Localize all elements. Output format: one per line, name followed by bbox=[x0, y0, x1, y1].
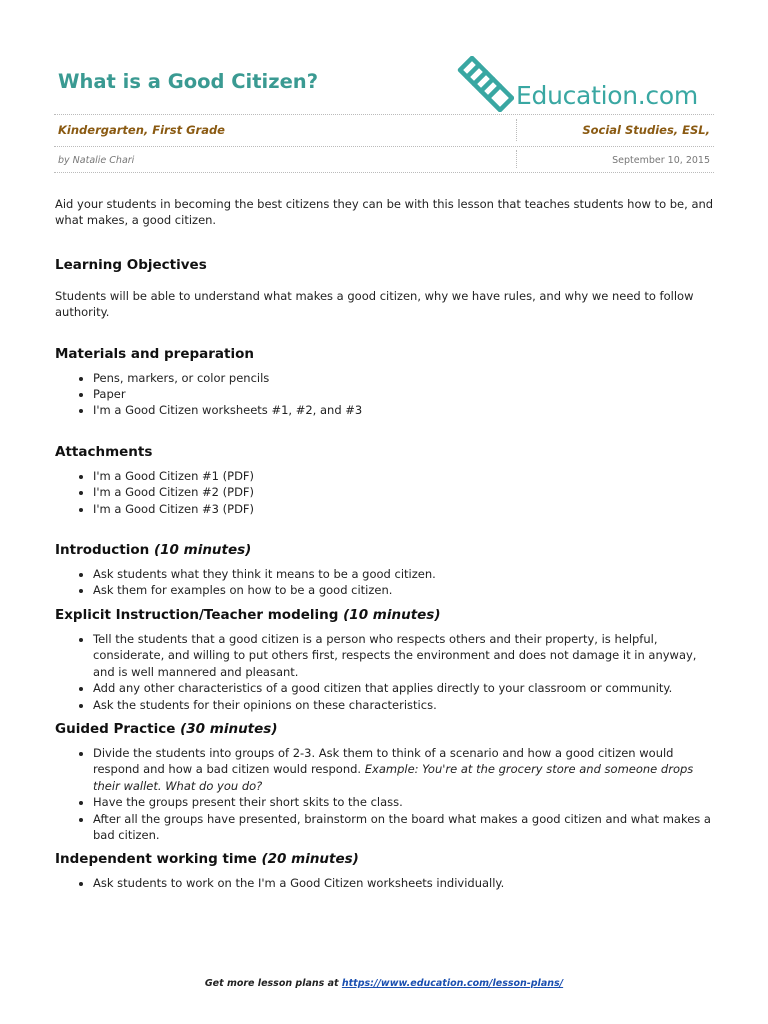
explicit-instruction-list bbox=[55, 631, 720, 713]
introduction-list bbox=[55, 566, 720, 599]
grade-level: Kindergarten, First Grade bbox=[58, 123, 225, 137]
list-item: • Ask students to work on the I'm a Good Citizen worksheets individually. bbox=[93, 875, 720, 891]
section-time: (10 minutes) bbox=[153, 542, 252, 559]
header-divider-top bbox=[54, 114, 714, 115]
list-item: • Paper bbox=[93, 386, 720, 402]
page-title: What is a Good Citizen? bbox=[58, 70, 319, 93]
attachments-list bbox=[55, 468, 720, 517]
list-item: • Ask them for examples on how to be a good citizen. bbox=[93, 582, 720, 598]
list-item: • Add any other characteristics of a good citizen that applies directly to your classroom or community. bbox=[93, 680, 720, 696]
logo-wordmark: Education.com bbox=[516, 81, 698, 110]
section-title: Guided Practice bbox=[55, 720, 176, 737]
meta-divider-vertical bbox=[516, 150, 517, 168]
section-title: Independent working time bbox=[55, 851, 257, 868]
pencil-stripe-logo-icon bbox=[456, 56, 514, 112]
list-item: • Ask students what they think it means to be a good citizen. bbox=[93, 566, 720, 582]
list-item: • Ask the students for their opinions on these characteristics. bbox=[93, 697, 720, 713]
guided-practice-list bbox=[55, 745, 720, 843]
materials-list bbox=[55, 370, 720, 419]
independent-working-list bbox=[55, 875, 720, 891]
lesson-content bbox=[55, 196, 720, 892]
attachments-heading: Attachments bbox=[55, 443, 153, 460]
attachment-link[interactable]: • I'm a Good Citizen #3 (PDF) bbox=[93, 501, 720, 517]
header-divider-middle bbox=[54, 146, 714, 147]
section-time: (10 minutes) bbox=[343, 606, 441, 623]
list-item: • I'm a Good Citizen worksheets #1, #2, and #3 bbox=[93, 402, 720, 418]
list-item: • Pens, markers, or color pencils bbox=[93, 370, 720, 386]
lesson-plans-link[interactable]: https://www.education.com/lesson-plans/ bbox=[341, 978, 564, 989]
list-item-text: Divide the students into groups of 2-3. Ask them to think of a scenario and how a good citizen would respond and how a bad citizen would respond. bbox=[93, 745, 674, 777]
section-title: Introduction bbox=[55, 542, 150, 559]
objectives-text: Students will be able to understand what makes a good citizen, why we have rules, and why we need to follow authority. bbox=[55, 288, 694, 320]
objectives-heading: Learning Objectives bbox=[55, 256, 207, 273]
list-item: • Tell the students that a good citizen is a person who respects others and their property, is helpful, considerate, and willing to put others first, respects the environment and does not damage it in anyway, and is well mannered and pleasant. bbox=[93, 631, 720, 680]
publish-date: September 10, 2015 bbox=[612, 155, 710, 166]
attachment-link[interactable]: • I'm a Good Citizen #2 (PDF) bbox=[93, 484, 720, 500]
materials-heading: Materials and preparation bbox=[55, 345, 254, 362]
explicit-instruction-heading bbox=[55, 606, 720, 624]
independent-working-heading bbox=[55, 850, 720, 868]
list-item: • Have the groups present their short skits to the class. bbox=[93, 794, 720, 810]
guided-practice-heading bbox=[55, 720, 720, 738]
section-time: (30 minutes) bbox=[180, 720, 278, 737]
author: by Natalie Chari bbox=[58, 155, 135, 166]
section-title: Explicit Instruction/Teacher modeling bbox=[55, 606, 339, 623]
header-divider-vertical bbox=[516, 119, 517, 141]
footer bbox=[0, 978, 768, 989]
introduction-heading bbox=[55, 541, 720, 559]
header-divider-bottom bbox=[54, 172, 714, 173]
list-item: • After all the groups have presented, brainstorm on the board what makes a good citizen and what makes a bad citizen. bbox=[93, 811, 720, 844]
list-item-example: Example: You're at the grocery store and someone drops their wallet. What do you do? bbox=[93, 762, 694, 793]
footer-text: Get more lesson plans at bbox=[204, 978, 342, 989]
section-time: (20 minutes) bbox=[261, 851, 359, 868]
subject-area: Social Studies, ESL, bbox=[582, 123, 710, 137]
intro-paragraph: Aid your students in becoming the best citizens they can be with this lesson that teaches students how to be, and what makes, a good citizen. bbox=[55, 197, 714, 228]
attachment-link[interactable]: • I'm a Good Citizen #1 (PDF) bbox=[93, 468, 720, 484]
education-logo[interactable] bbox=[456, 56, 716, 112]
list-item bbox=[93, 745, 720, 794]
